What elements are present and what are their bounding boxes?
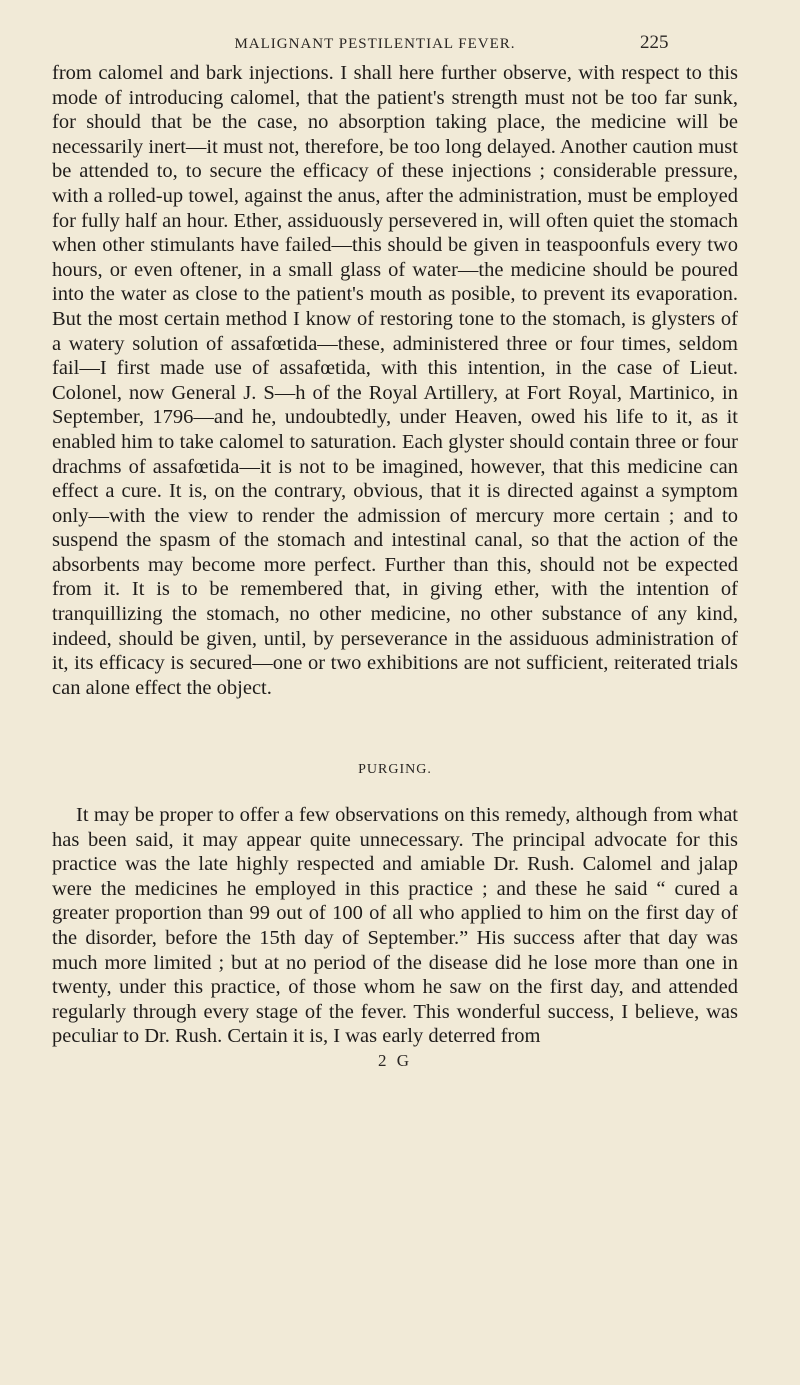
paragraph-calomel-injections: from calomel and bark injections. I shall here further observe, with respect to this mode of introducing calomel, that the patient's strength must not be too far sunk, for should that be the case, no absorption taking place, the medicine will be necessarily inert—it must not, therefore, be too long delayed. Another caution must be attended to, to secure the efficacy of these injections ; considerable pressure, with a rolled-up towel, against the anus, after the administration, must be employed for fully half an hour. Ether, assiduously persevered in, will often quiet the stomach when other stimulants have failed—this should be given in teaspoonfuls every two hours, or even oftener, in a small glass of water—the medicine should be poured into the water as close to the patient's mouth as posible, to prevent its evaporation. But the most certain method I know of restoring tone to the stomach, is glysters of a watery solution of assafœtida—these, administered three or four times, seldom fail—I first made use of assafœtida, with this intention, in the case of Lieut. Colonel, now General J. S—h of the Royal Artillery, at Fort Royal, Martinico, in September, 1796—and he, undoubtedly, under Heaven, owed his life to it, as it enabled him to take calomel to saturation. Each glyster should contain three or four drachms of assafœtida—it is not to be imagined, however, that this medicine can effect a cure. It is, on the contrary, obvious, that it is directed against a symptom only—with the view to render the admission of mercury more certain ; and to suspend the spasm of the stomach and intestinal canal, so that the action of the absorbents may become more perfect. Further than this, should not be expected from it. It is to be remembered that, in giving ether, with the intention of tranquillizing the stomach, no other medicine, no other substance of any kind, indeed, should be given, until, by perseverance in the assiduous administration of it, its efficacy is secured—one or two exhibitions are not sufficient, reiterated trials can alone effect the object. bbox=[52, 62, 738, 699]
section-heading-purging: PURGING. bbox=[358, 762, 432, 778]
body-text bbox=[52, 61, 738, 1074]
paragraph-purging: It may be proper to offer a few observations on this remedy, although from what has been said, it may appear quite unnecessary. The principal advocate for this practice was the late highly respected and amiable Dr. Rush. Calomel and jalap were the medicines he employed in this practice ; and these he said “ cured a greater proportion than 99 out of 100 of all who applied to him on the first day of the disorder, before the 15th day of September.” His success after that day was much more limited ; but at no period of the disease did he lose more than one in twenty, under this practice, of those whom he saw on the first day, and attended regularly through every stage of the fever. This wonderful success, I believe, was peculiar to Dr. Rush. Certain it is, I was early deterred from bbox=[52, 804, 738, 1048]
page-number: 225 bbox=[640, 32, 669, 53]
signature-mark: 2 G bbox=[377, 1050, 413, 1070]
running-title: MALIGNANT PESTILENTIAL FEVER. bbox=[234, 36, 516, 52]
